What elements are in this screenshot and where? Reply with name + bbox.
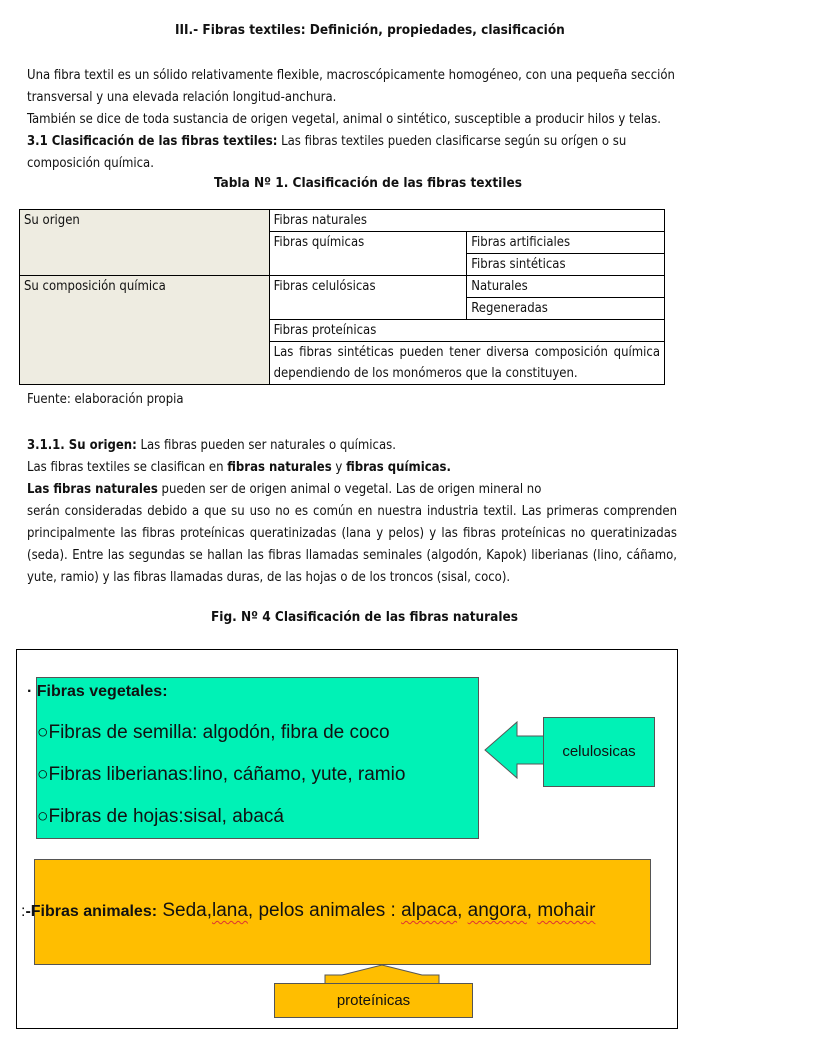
section-311-text: Las fibras pueden ser naturales o químicas. [136, 438, 396, 453]
animal-text-mid: , pelos animales : [247, 900, 402, 921]
proteinicas-arrow [325, 965, 439, 984]
origin-line-6: (seda). Entre las segundas se hallan las fibras llamadas seminales (algodón, Kapok) liberianas (lino, cáñamo, [27, 548, 677, 563]
animal-sep-2: , [526, 900, 538, 921]
cell-origin: Su origen [20, 210, 270, 276]
note-line-1: Las fibras sintéticas pueden tener diversa composición química [273, 345, 660, 360]
cell-synthetic-fibers: Fibras sintéticas [467, 254, 665, 276]
animal-text-lana: lana [212, 900, 248, 921]
animal-text-mohair: mohair [537, 900, 596, 921]
origin-line-1 [27, 435, 677, 457]
definition-line-3: También se dice de toda sustancia de origen vegetal, animal o sintético, susceptible a producir hilos y telas. [27, 112, 661, 127]
natural-fibers-diagram [16, 649, 678, 1029]
animal-fibers-box [21, 859, 651, 965]
definition-paragraph [27, 65, 677, 175]
celulosicas-arrow [485, 722, 544, 778]
cell-cellulosic-natural: Naturales [467, 276, 665, 298]
classification-table [19, 209, 665, 385]
origin-line-4: serán consideradas debido a que su uso no es común en nuestra industria textil. Las primeras comprenden [27, 504, 677, 519]
origin-line-2 [27, 457, 677, 479]
bullet-circle-icon: ○ [37, 722, 49, 743]
origin-section [27, 435, 677, 589]
vegetable-item-seed [37, 722, 390, 744]
origin-line-2-bold-2: fibras químicas. [346, 460, 451, 475]
cell-protein-fibers: Fibras proteínicas [269, 320, 664, 342]
definition-line-1: Una fibra textil es un sólido relativamente flexible, macroscópicamente homogéneo, con una pequeña sección [27, 68, 675, 83]
vegetable-item-leaf [37, 806, 284, 828]
table-source: Fuente: elaboración propia [27, 392, 184, 407]
vegetable-item-bast [37, 764, 405, 786]
section-31-text: Las fibras textiles pueden clasificarse según su orígen o su [277, 134, 627, 149]
vegetable-fibers-box [27, 677, 479, 839]
animal-text-alpaca: alpaca [401, 900, 458, 921]
cell-artificial-fibers: Fibras artificiales [467, 232, 665, 254]
figure-caption: Fig. Nº 4 Clasificación de las fibras naturales [211, 609, 518, 625]
cell-natural-fibers: Fibras naturales [269, 210, 664, 232]
origin-line-2-c: y [331, 460, 347, 475]
origin-line-7: yute, ramio) y las fibras llamadas duras, de las hojas o de los troncos (sisal, coco). [27, 570, 511, 585]
origin-line-3 [27, 479, 677, 501]
animal-fibers-line: :-Fibras animales: Seda,lana, pelos animales : alpaca, angora, mohair [21, 900, 596, 921]
origin-line-3-bold: Las fibras naturales [27, 482, 158, 497]
vegetable-fibers-title: Fibras vegetales [36, 683, 163, 700]
section-311-title: 3.1.1. Su origen: [27, 438, 137, 453]
animal-text-angora: angora [467, 900, 527, 921]
bullet-circle-icon: ○ [37, 764, 49, 785]
cell-cellulosic-regenerated: Regeneradas [467, 298, 665, 320]
section-31-title: 3.1 Clasificación de las fibras textiles: [27, 134, 278, 149]
vegetable-item-bast-text: Fibras liberianas:lino, cáñamo, yute, ramio [48, 764, 406, 785]
table-caption: Tabla Nº 1. Clasificación de las fibras textiles [214, 175, 522, 191]
bullet-circle-icon: ○ [37, 806, 49, 827]
cell-cellulosic-fibers: Fibras celulósicas [269, 276, 467, 320]
vegetable-item-leaf-text: Fibras de hojas:sisal, abacá [48, 806, 284, 827]
classification-intro-2: composición química. [27, 156, 154, 171]
origin-line-2-bold-1: fibras naturales [227, 460, 332, 475]
note-line-2: dependiendo de los monómeros que la constituyen. [273, 366, 578, 381]
vegetable-item-seed-text: Fibras de semilla: algodón, fibra de coco [48, 722, 390, 743]
classification-intro [27, 131, 677, 153]
celulosicas-label: celulosicas [543, 717, 655, 787]
vegetable-fibers-heading: · Fibras vegetales: [27, 683, 168, 700]
animal-sep-1: , [457, 900, 468, 921]
origin-line-2-a: Las fibras textiles se clasifican en [27, 460, 228, 475]
definition-line-2: transversal y una elevada relación longitud-anchura. [27, 90, 337, 105]
cell-chemical-fibers: Fibras químicas [269, 232, 467, 276]
section-heading: III.- Fibras textiles: Definición, propiedades, clasificación [175, 22, 565, 38]
proteinicas-label: proteínicas [274, 983, 473, 1018]
animal-text-a: Seda, [157, 900, 212, 921]
cell-chemical-composition: Su composición química [20, 276, 270, 385]
cell-synthetic-note [269, 342, 664, 385]
animal-fibers-title: -Fibras animales: [25, 903, 158, 920]
origin-line-5: principalmente las fibras proteínicas queratinizadas (lana y pelos) y las fibras proteínicas no queratinizadas [27, 526, 677, 541]
origin-line-3-text: pueden ser de origen animal o vegetal. Las de origen mineral no [157, 482, 542, 497]
